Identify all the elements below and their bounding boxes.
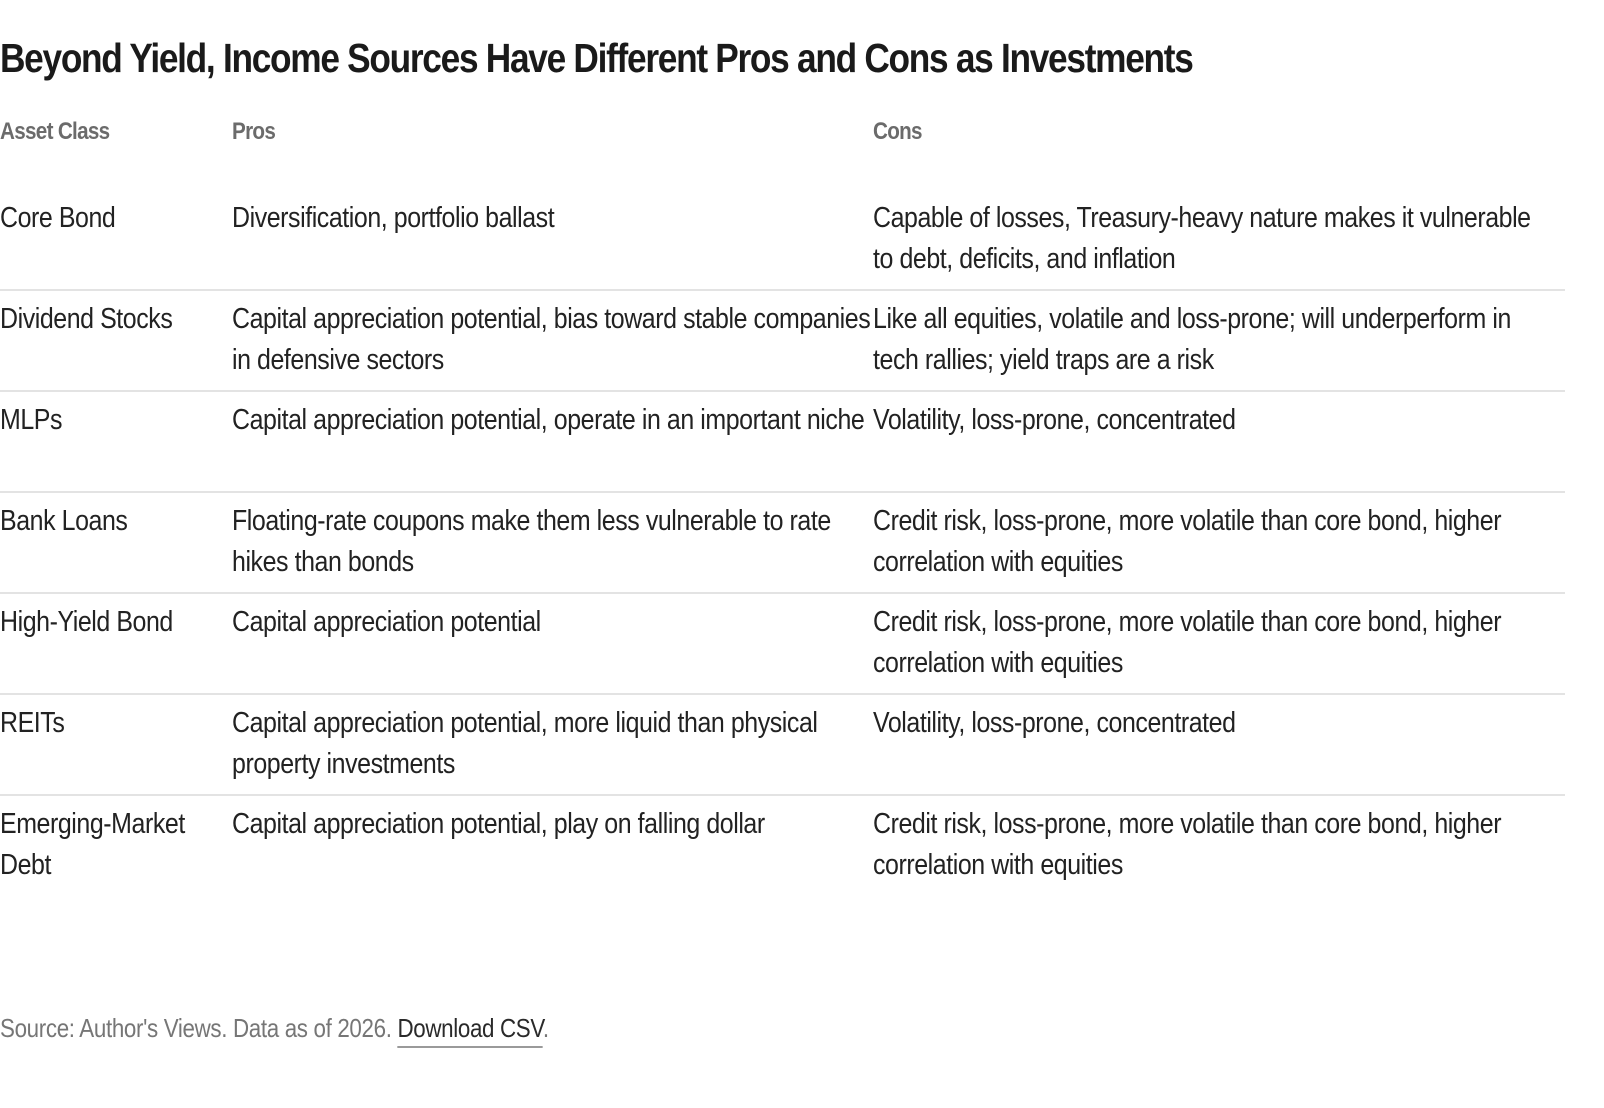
asset-class-cell — [0, 290, 232, 391]
source-trailing-period: . — [542, 1013, 549, 1043]
download-csv-link[interactable]: Download CSV — [397, 1013, 542, 1048]
table-row — [0, 391, 1565, 492]
asset-class-cell — [0, 391, 232, 492]
page-title: Beyond Yield, Income Sources Have Different Pros and Cons as Investments — [0, 35, 1193, 81]
table-header — [0, 112, 1565, 190]
cons-cell — [873, 391, 1565, 492]
column-header-asset-class — [0, 112, 232, 190]
table-row — [0, 492, 1565, 593]
table-header-row — [0, 112, 1565, 190]
asset-class-cell — [0, 492, 232, 593]
cons-text: Volatility, loss-prone, concentrated — [873, 707, 1236, 739]
source-text: Source: Author's Views. Data as of 2026. — [0, 1013, 398, 1043]
pros-cell — [232, 190, 873, 290]
column-header-cons-label: Cons — [873, 118, 922, 145]
column-header-cons — [873, 112, 1565, 190]
asset-class-text: Emerging-Market Debt — [0, 808, 185, 881]
cons-cell — [873, 190, 1565, 290]
column-header-pros — [232, 112, 873, 190]
asset-class-text: REITs — [0, 707, 65, 739]
table-row — [0, 694, 1565, 795]
pros-cell — [232, 795, 873, 895]
cons-text: Like all equities, volatile and loss-prone; will underperform in tech rallies; yield traps are a risk — [873, 303, 1511, 376]
cons-cell — [873, 694, 1565, 795]
cons-text: Credit risk, loss-prone, more volatile than core bond, higher correlation with equities — [873, 505, 1502, 578]
pros-cell — [232, 694, 873, 795]
cons-text: Credit risk, loss-prone, more volatile than core bond, higher correlation with equities — [873, 808, 1502, 881]
cons-text: Volatility, loss-prone, concentrated — [873, 404, 1236, 436]
pros-text: Diversification, portfolio ballast — [232, 202, 555, 234]
table-row — [0, 593, 1565, 694]
pros-text: Capital appreciation potential, more liquid than physical property investments — [232, 707, 818, 780]
pros-text: Capital appreciation potential — [232, 606, 541, 638]
column-header-pros-label: Pros — [232, 118, 276, 145]
pros-text: Capital appreciation potential, play on falling dollar — [232, 808, 765, 840]
asset-class-cell — [0, 795, 232, 895]
asset-class-text: MLPs — [0, 404, 63, 436]
pros-text: Capital appreciation potential, operate in an important niche — [232, 404, 865, 436]
cons-text: Capable of losses, Treasury-heavy nature makes it vulnerable to debt, deficits, and inflation — [873, 202, 1531, 275]
pros-cons-table — [0, 112, 1565, 895]
table-row — [0, 795, 1565, 895]
source-note — [0, 1010, 549, 1046]
cons-cell — [873, 492, 1565, 593]
table-body — [0, 190, 1565, 895]
pros-cell — [232, 391, 873, 492]
asset-class-text: High-Yield Bond — [0, 606, 173, 638]
cons-cell — [873, 795, 1565, 895]
cons-text: Credit risk, loss-prone, more volatile than core bond, higher correlation with equities — [873, 606, 1502, 679]
cons-cell — [873, 593, 1565, 694]
pros-text: Floating-rate coupons make them less vulnerable to rate hikes than bonds — [232, 505, 831, 578]
asset-class-cell — [0, 190, 232, 290]
table-row — [0, 190, 1565, 290]
pros-cell — [232, 492, 873, 593]
asset-class-text: Core Bond — [0, 202, 116, 234]
asset-class-cell — [0, 694, 232, 795]
pros-cell — [232, 290, 873, 391]
table-row — [0, 290, 1565, 391]
pros-cell — [232, 593, 873, 694]
asset-class-cell — [0, 593, 232, 694]
column-header-asset-class-label: Asset Class — [0, 118, 110, 145]
asset-class-text: Bank Loans — [0, 505, 128, 537]
cons-cell — [873, 290, 1565, 391]
asset-class-text: Dividend Stocks — [0, 303, 173, 335]
pros-text: Capital appreciation potential, bias toward stable companies in defensive sectors — [232, 303, 871, 376]
